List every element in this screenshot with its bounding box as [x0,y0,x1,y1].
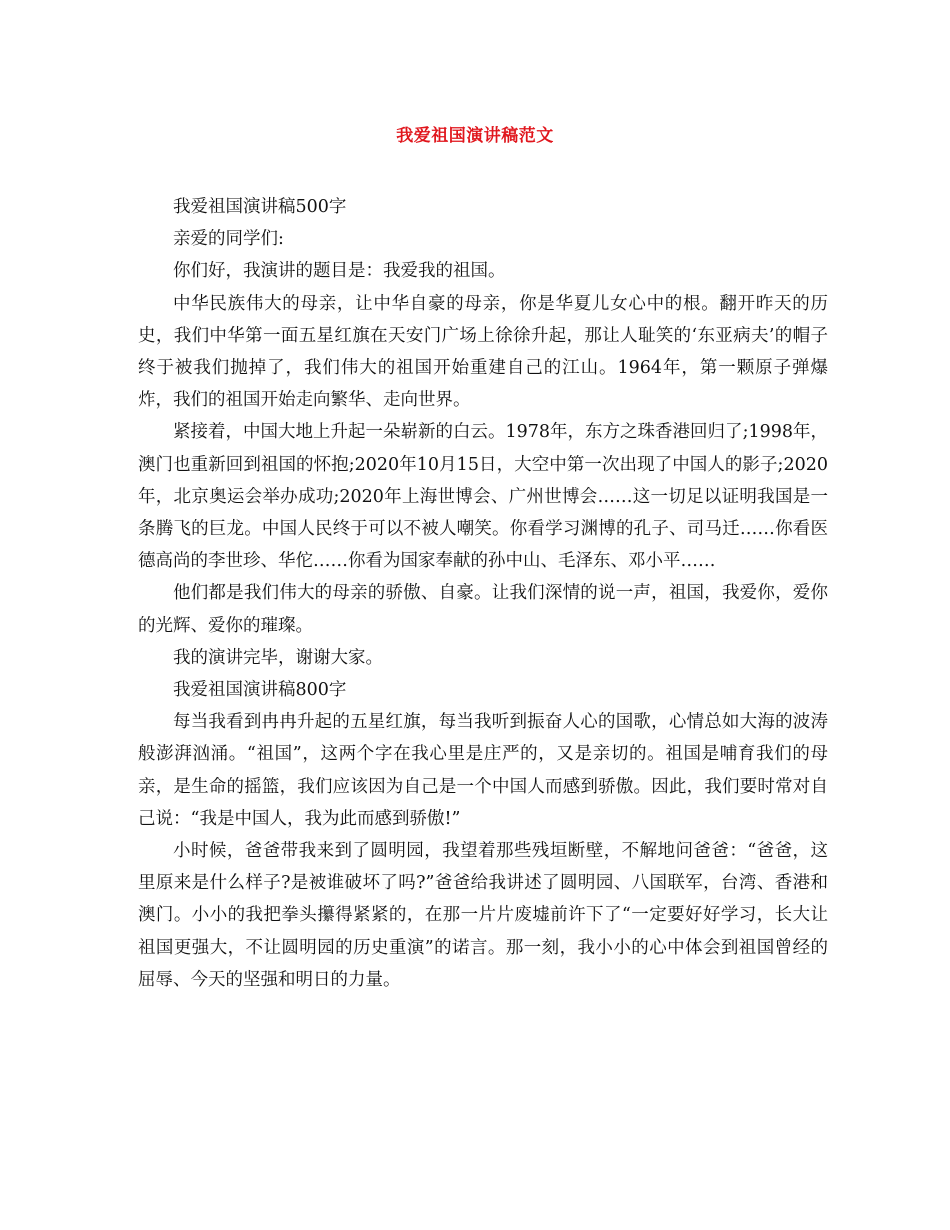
paragraph-6: 他们都是我们伟大的母亲的骄傲、自豪。让我们深情的说一声，祖国，我爱你，爱你的光辉、爱你的璀璨。 [138,583,828,636]
paragraph-9: 每当我看到冉冉升起的五星红旗，每当我听到振奋人心的国歌，心情总如大海的波涛般澎湃汹涌。“祖国”，这两个字在我心里是庄严的，又是亲切的。祖国是哺育我们的母亲，是生命的摇篮，我们应该因为自己是一个中国人而感到骄傲。因此，我们要时常对自己说：“我是中国人，我为此而感到骄傲!” [138,712,828,829]
paragraph-10: 小时候，爸爸带我来到了圆明园，我望着那些残垣断壁，不解地问爸爸：“爸爸，这里原来是什么样子?是被谁破坏了吗?”爸爸给我讲述了圆明园、八国联军，台湾、香港和澳门。小小的我把拳头攥得紧紧的，在那一片片废墟前许下了“一定要好好学习，长大让祖国更强大，不让圆明园的历史重演”的诺言。那一刻，我小小的心中体会到祖国曾经的屈辱、今天的坚强和明日的力量。 [138,841,828,990]
document-body [138,191,828,996]
paragraph-8: 我爱祖国演讲稿800字 [173,680,347,701]
paragraph-2: 亲爱的同学们: [173,229,284,250]
paragraph-1: 我爱祖国演讲稿500字 [173,197,347,217]
paragraph-4: 中华民族伟大的母亲，让中华自豪的母亲，你是华夏儿女心中的根。翻开昨天的历史，我们中华第一面五星红旗在天安门广场上徐徐升起，那让人耻笑的‘东亚病夫’的帽子终于被我们抛掉了，我们伟大的祖国开始重建自己的江山。1964年，第一颗原子弹爆炸，我们的祖国开始走向繁华、走向世界。 [138,293,828,411]
document-title: 我爱祖国演讲稿范文 [396,126,554,146]
paragraph-7: 我的演讲完毕，谢谢大家。 [173,647,383,668]
paragraph-5: 紧接着，中国大地上升起一朵崭新的白云。1978年，东方之珠香港回归了;1998年，澳门也重新回到祖国的怀抱;2020年10月15日，大空中第一次出现了中国人的影子;2020年，北京奥运会举办成功;2020年上海世博会、广州世博会……这一切足以证明我国是一条腾飞的巨龙。中国人民终于可以不被人嘲笑。你看学习渊博的孔子、司马迁……你看医德高尚的李世珍、华佗……你看为国家奉献的孙中山、毛泽东、邓小平…… [138,422,828,572]
paragraph-3: 你们好，我演讲的题目是：我爱我的祖国。 [173,261,506,282]
